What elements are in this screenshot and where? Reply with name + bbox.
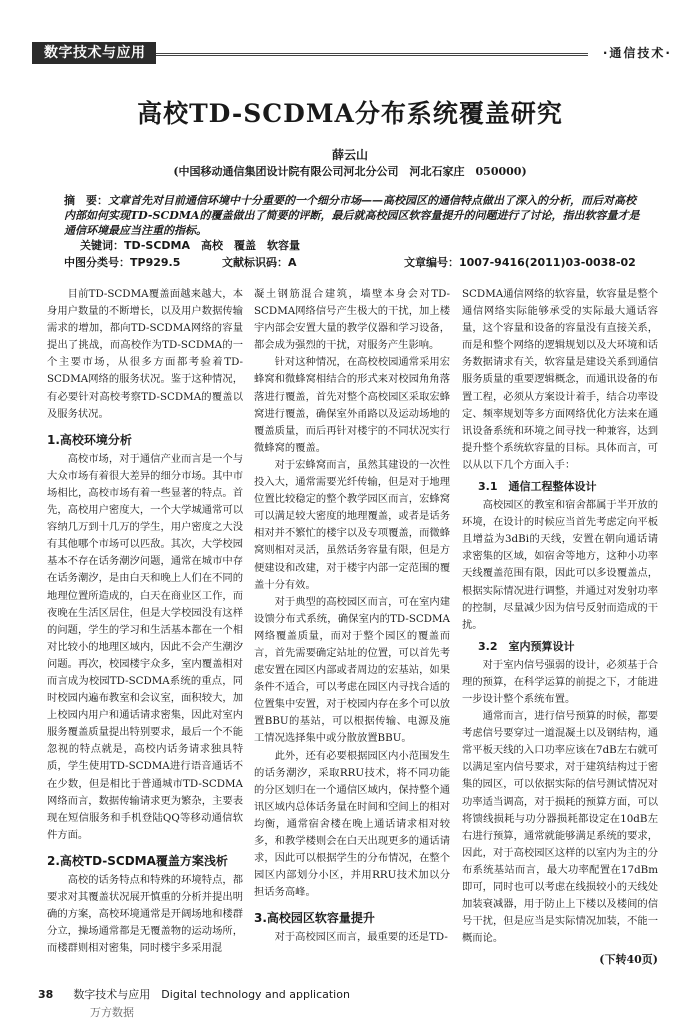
column-name: ·通信技术· [602,46,672,60]
clc-number: 中图分类号：TP929.5 [64,256,181,269]
subsection-heading: 3.2 室内预算设计 [478,639,575,653]
paragraph: 凝土钢筋混合建筑，墙壁本身会对TD-SCDMA网络信号产生极大的干扰，加上楼宇内部会安置大量的教学仪器和学习设备，都会成为强烈的干扰，对服务产生影响。 [254,288,450,352]
journal-name: 数字技术与应用 Digital technology and application [73,988,350,1001]
page-footer [38,986,350,1002]
paragraph: 高校的话务特点和特殊的环境特点，都要求对其覆盖状况展开慎重的分析并提出明确的方案，高校环境通常是开阔场地和楼群分立，操场通常都是无覆盖物的运动场所，而楼群则相对密集，同时楼宇多采用混 [47,873,243,955]
abstract [64,193,644,238]
body-column-1 [47,286,243,957]
paragraph: 此外，还有必要根据园区内小范围发生的话务潮汐，采取RRU技术，将不同功能的分区划归在一个通信区域内，保持整个通讯区域内总体话务量在时间和空间上的相对均衡，通常宿舍楼在晚上通话请求相对较多，和教学楼则会在白天出现更多的通话请求，因此可以根据学生的分布情况，在整个园区内部划分小区，并用RRU技术加以分担话务高峰。 [254,749,450,899]
continued-note: (下转40页) [599,953,658,967]
paragraph: 通常而言，进行信号预算的时候，都要考虑信号要穿过一道混凝土以及钢结构，通常平板天线的入口功率应该在7dB左右就可以满足室内信号要求，对于建筑结构过于密集的园区，可以依据实际的信号测试情况对功率适当调高，对于损耗的预算方面，可以将馈线损耗与功分器损耗都设定在10dB左右进行预算，通常就能够满足系统的要求，因此，对于高校园区这样的以室内为主的分布系统基站而言，最大功率配置在17dBm即可，同时也可以考虑在线损较小的天线处加装衰减器，用于防止上下楼以及楼间的信号干扰，但是应当是实际情况加装，不能一概而论。 [462,710,658,945]
paragraph: 对于室内信号强弱的设计，必须基于合理的预算，在科学运算的前提之下，才能进一步设计整个系统布置。 [462,658,658,705]
keywords: 关键词：TD-SCDMA 高校 覆盖 软容量 [80,239,300,252]
article-title: 高校TD-SCDMA分布系统覆盖研究 [137,99,563,128]
body-column-2 [254,286,450,946]
abstract-text: 文章首先对目前通信环境中十分重要的一个细分市场——高校园区的通信特点做出了深入的分析，而后对高校内部如何实现TD-SCDMA的覆盖做出了简要的评断，最后就高校园区软容量提升的问题进行了讨论，指出软容量才是通信环境最应当注重的指标。 [64,194,640,237]
section-heading: 1.高校环境分析 [47,432,132,447]
abstract-label: 摘 要： [64,194,108,207]
author: 薛云山 [331,148,368,162]
paragraph: 高校园区的教室和宿舍都属于半开放的环境，在设计的时候应当首先考虑定向平板且增益为3dBi的天线，安置在朝向通话请求密集的区域，如宿舍等地方，这种小功率天线覆盖范围有限，因此可以多设覆盖点，根据实际情况进行调整，并通过对发射功率的控制，尽量减少因为信号反射而造成的干扰。 [462,499,658,631]
section-heading: 2.高校TD-SCDMA覆盖方案浅析 [47,853,228,868]
header-rule [156,53,588,56]
subsection-heading: 3.1 通信工程整体设计 [478,480,597,494]
article-number: 文章编号：1007-9416(2011)03-0038-02 [404,256,636,269]
paragraph: 针对这种情况，在高校校园通常采用宏蜂窝和微蜂窝相结合的形式来对校园角角落落进行覆盖，首先对整个高校园区采取宏蜂窝进行覆盖，确保室外甬路以及运动场地的覆盖质量，而后再针对楼宇的不同状况实行微蜂窝的覆盖。 [254,356,450,454]
paragraph: 目前TD-SCDMA覆盖面越来越大，本身用户数量的不断增长，以及用户数据传输需求的增加，都向TD-SCDMA网络的容量提出了挑战，而高校作为TD-SCDMA的一个主要市场，从很多方面都考验着TD-SCDMA网络的服务状况。鉴于这种情况，有必要针对高校考察TD-SCDMA的覆盖以及服务状况。 [47,288,243,420]
section-tag: 数字技术与应用 [32,42,156,64]
paragraph: 对于典型的高校园区而言，可在室内建设馈分布式系统，确保室内的TD-SCDMA网络覆盖质量，而对于整个园区的覆盖而言，首先需要确定站址的位置，可以首先考虑安置在园区内部或者周边的宏基站，如果条件不适合，可以考虑在园区内寻找合适的位置集中安置，对于校园内存在多个可以放置BBU的基站，可以根据传输、电源及施工情况选择集中或分散放置BBU。 [254,595,450,745]
paragraph: 对于高校园区而言，最重要的还是TD- [274,931,448,944]
document-code: 文献标识码：A [222,256,297,269]
body-column-3 [462,286,658,968]
running-header [32,40,672,66]
affiliation: (中国移动通信集团设计院有限公司河北分公司 河北石家庄 050000) [173,165,527,178]
paragraph: SCDMA通信网络的软容量，软容量是整个通信网络实际能够承受的实际最大通话容量，这个容量和设备的容量没有直接关系，而是和整个网络的逻辑规划以及大环境和话务数据请求有关，软容量是建设关系到通信服务质量的重要逻辑概念，而通讯设备的布置工程，必须从方案设计着手，结合功率设定、频率规划等多方面网络优化方法来在通讯设备系统和环境之间寻找一种兼容，达到提升整个系统软容量的目标。具体而言，可以从以下几个方面入手： [462,288,658,471]
watermark: 万方数据 [90,1006,134,1019]
paragraph: 对于宏蜂窝而言，虽然其建设的一次性投入大，通常需要光纤传输，但是对于地理位置比较稳定的整个教学园区而言，宏蜂窝可以满足较大密度的地理覆盖，或者是话务相对并不繁忙的楼宇以及专项覆盖，而微蜂窝则相对灵活，虽然话务容量有限，但是方便建设和改建，对于楼宇内部一定范围的覆盖十分有效。 [254,458,450,591]
section-heading: 3.高校园区软容量提升 [254,911,375,926]
paragraph: 高校市场，对于通信产业而言是一个与大众市场有着很大差异的细分市场。其中市场相比，高校市场有着一些显著的特点。首先，高校用户密度大，一个大学城通常可以容纳几万到十几万的学生，用户密度之大没有其他哪个市场可以匹敌。其次，大学校园基本不存在话务潮汐问题，通常在城市中存在话务潮汐，是由白天和晚上人们在不同的地理位置所造成的，白天在商业区工作，而夜晚在生活区居住，但是大学校园没有这样的问题，学生的学习和生活基本都在一个相对比较小的地理区域内，因此不会产生潮汐问题。再次，校园楼宇众多，室内覆盖相对而言成为校园TD-SCDMA系统的重点，同时校园内遍布教室和会议室，面积较大，加上校园内用户和通话请求密集，因此对室内服务覆盖质量提出特别要求，最后一个不能忽视的特点就是，高校内话务请求独具特质，学生使用TD-SCDMA进行语音通话不在少数，但是相比于普通城市TD-SCDMA网络而言，数据传输请求更为繁杂，主要表现在短信服务和手机登陆QQ等移动通信软件方面。 [47,452,243,841]
page-number: 38 [38,988,54,1001]
